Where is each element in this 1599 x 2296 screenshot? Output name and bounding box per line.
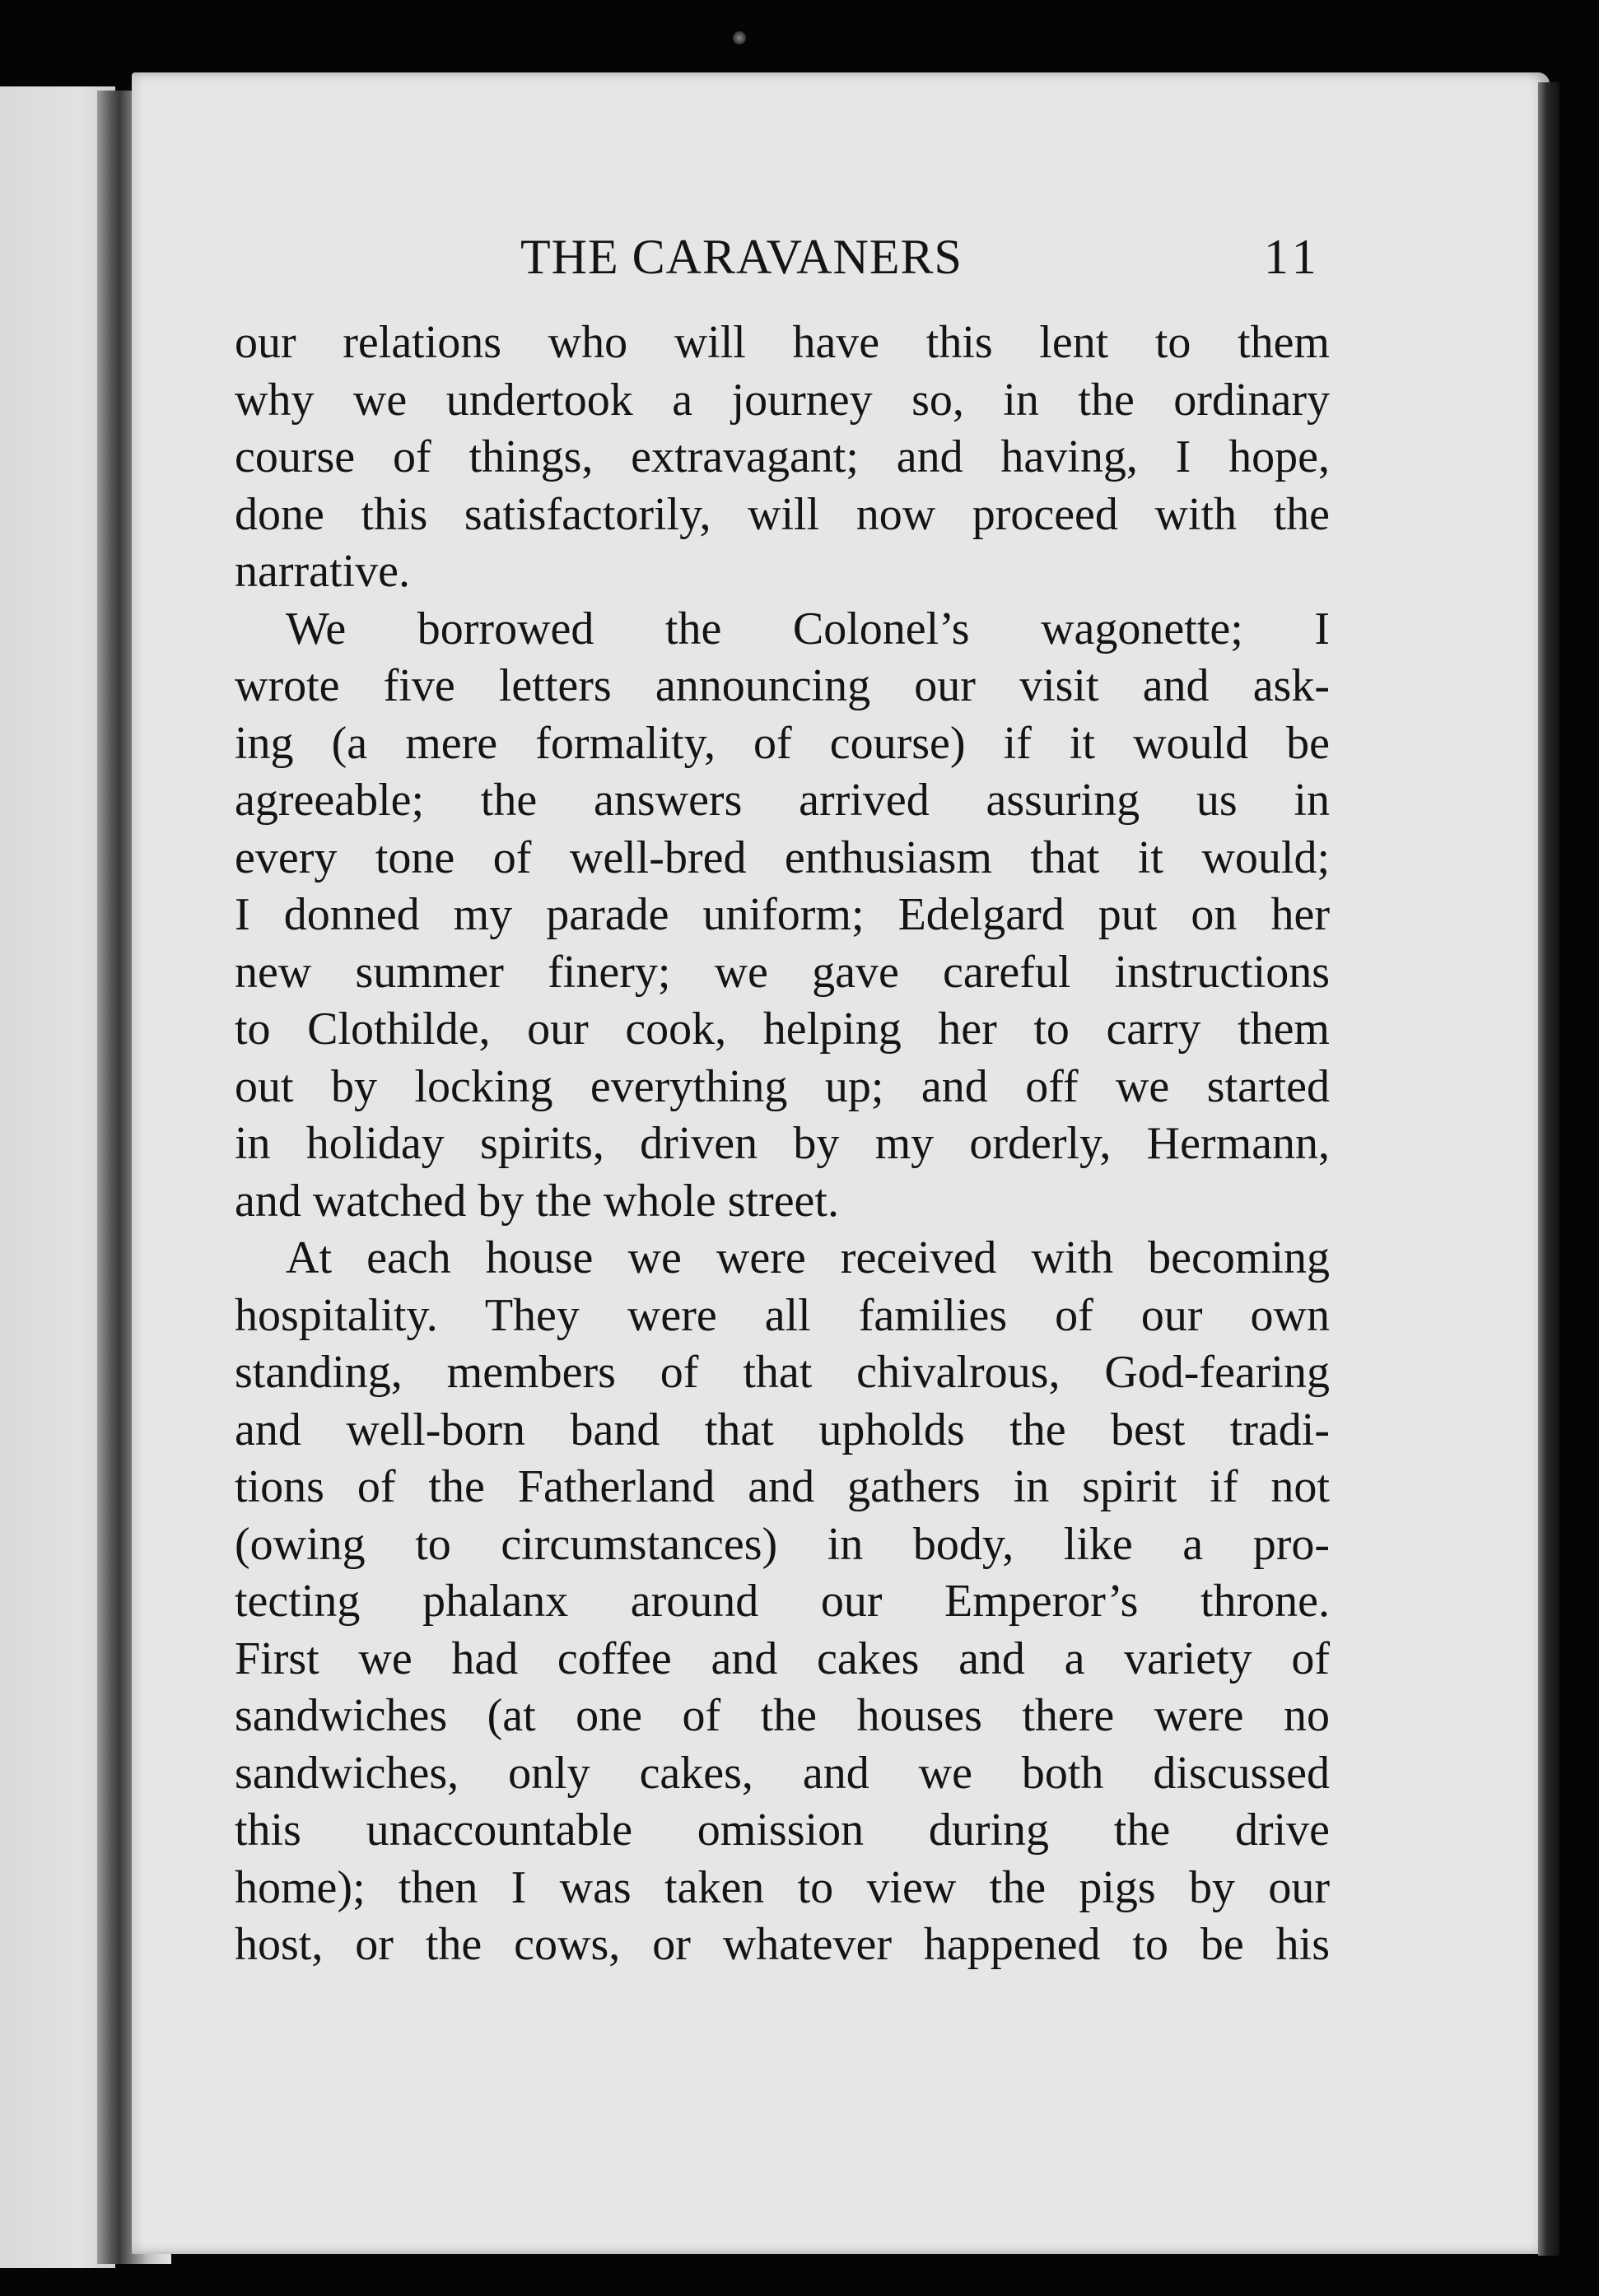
text-line: in holiday spirits, driven by my orderly, Hermann, [235, 1118, 1330, 1169]
text-line: course of things, extravagant; and having, I hope, [235, 431, 1330, 482]
text-line: At each house we were received with becoming [286, 1232, 1330, 1283]
text-line: home); then I was taken to view the pigs by our [235, 1861, 1330, 1913]
running-header [0, 229, 1599, 295]
text-line: sandwiches, only cakes, and we both discussed [235, 1747, 1330, 1799]
text-line: I donned my parade uniform; Edelgard put on her [235, 889, 1330, 940]
text-line: host, or the cows, or whatever happened to be his [235, 1919, 1330, 1970]
text-line: standing, members of that chivalrous, God-fearing [235, 1347, 1330, 1398]
text-line: this unaccountable omission during the drive [235, 1805, 1330, 1856]
text-line: new summer finery; we gave careful instructions [235, 946, 1330, 998]
text-line: done this satisfactorily, will now proceed with the [235, 488, 1330, 540]
text-line: every tone of well-bred enthusiasm that it would; [235, 831, 1330, 883]
text-line: First we had coffee and cakes and a variety of [235, 1632, 1330, 1684]
page-number: 11 [1264, 230, 1322, 284]
running-title: THE CARAVANERS [520, 230, 963, 284]
scan-mark [733, 31, 746, 44]
text-line: and well-born band that upholds the best tradi- [235, 1404, 1330, 1455]
text-line: (owing to circumstances) in body, like a pro- [235, 1518, 1330, 1570]
text-line: hospitality. They were all families of our own [235, 1289, 1330, 1341]
text-line: why we undertook a journey so, in the ordinary [235, 374, 1330, 426]
body-text [235, 314, 1330, 1974]
text-line: narrative. [235, 546, 410, 597]
text-line: to Clothilde, our cook, helping her to carry them [235, 1004, 1330, 1055]
text-line: We borrowed the Colonel’s wagonette; I [286, 603, 1330, 654]
text-line: tecting phalanx around our Emperor’s throne. [235, 1576, 1330, 1627]
text-line: out by locking everything up; and off we started [235, 1060, 1330, 1112]
page-edge-stack [1538, 82, 1559, 2256]
text-line: agreeable; the answers arrived assuring us in [235, 775, 1330, 826]
text-line: and watched by the whole street. [235, 1175, 839, 1227]
text-line: sandwiches (at one of the houses there were no [235, 1690, 1330, 1741]
text-line: our relations who will have this lent to them [235, 317, 1330, 368]
text-line: tions of the Fatherland and gathers in spirit if not [235, 1461, 1330, 1512]
text-line: wrote five letters announcing our visit and ask- [235, 660, 1330, 711]
text-line: ing (a mere formality, of course) if it would be [235, 717, 1330, 769]
